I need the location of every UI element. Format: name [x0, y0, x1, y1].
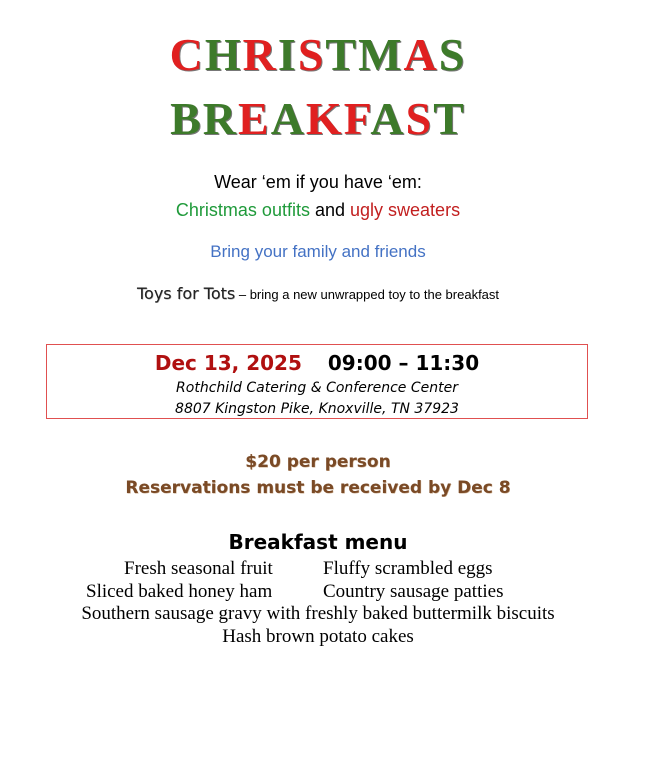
ugly-sweaters-text: ugly sweaters	[350, 200, 461, 220]
title-letter: S	[297, 29, 326, 80]
title-letter: M	[358, 29, 404, 80]
title-letter: R	[242, 29, 278, 80]
title-letter: S	[438, 29, 467, 80]
event-date: Dec 13, 2025	[154, 351, 302, 375]
reservation-deadline: Reservations must be received by Dec 8	[125, 478, 511, 498]
title-letter: S	[405, 93, 434, 144]
toys-for-tots-name: Toys for Tots	[136, 284, 236, 303]
title-letter: A	[370, 93, 406, 144]
toys-line	[0, 284, 636, 303]
title-letter: T	[433, 93, 466, 144]
family-line: Bring your family and friends	[210, 242, 426, 261]
title-letter: T	[325, 29, 359, 80]
menu-item: Sliced baked honey ham	[86, 581, 273, 602]
title-letter: C	[169, 29, 205, 80]
menu-item: Southern sausage gravy with freshly baked buttermilk biscuits	[81, 603, 555, 624]
title-line-breakfast	[0, 93, 636, 144]
toys-description: – bring a new unwrapped toy to the breakfast	[235, 287, 500, 302]
title-letter: R	[202, 93, 238, 144]
price-text: $20 per person	[245, 452, 391, 472]
event-details-box	[46, 344, 588, 419]
title-letter: E	[238, 93, 271, 144]
event-date-time	[47, 351, 587, 375]
menu-item: Country sausage patties	[323, 581, 504, 602]
menu-item: Fluffy scrambled eggs	[323, 558, 493, 579]
menu-title: Breakfast menu	[228, 530, 408, 554]
title-letter: H	[204, 29, 243, 80]
title-letter: F	[343, 93, 371, 144]
wear-line: Wear ‘em if you have ‘em:	[214, 172, 422, 192]
outfits-line	[0, 200, 636, 221]
menu-item: Hash brown potato cakes	[222, 626, 414, 647]
event-address: 8807 Kingston Pike, Knoxville, TN 37923	[175, 401, 459, 417]
title-letter: I	[277, 29, 298, 80]
title-letter: B	[170, 93, 203, 144]
title-line-christmas	[0, 29, 636, 80]
title-letter: A	[403, 29, 439, 80]
title-letter: K	[305, 93, 344, 144]
and-text: and	[309, 200, 351, 220]
event-venue: Rothchild Catering & Conference Center	[176, 380, 458, 396]
christmas-outfits-text: Christmas outfits	[175, 200, 310, 220]
event-time: 09:00 – 11:30	[327, 351, 480, 375]
menu-item: Fresh seasonal fruit	[124, 558, 273, 579]
title-letter: A	[270, 93, 306, 144]
